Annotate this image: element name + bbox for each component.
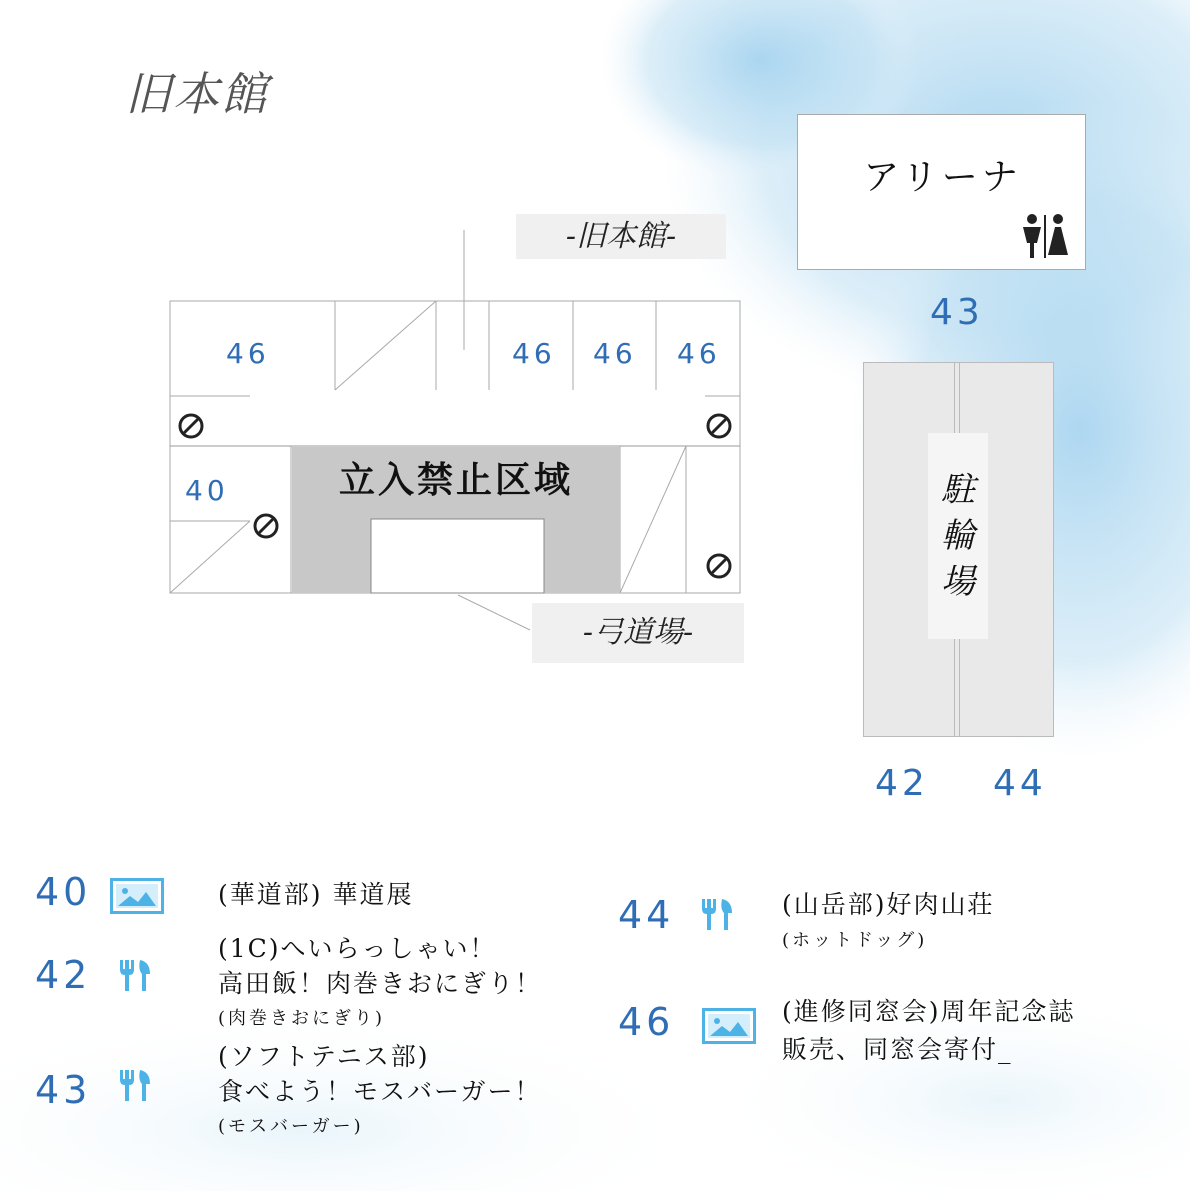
legend-subtext: (ホットドッグ) bbox=[782, 930, 928, 951]
legend-text: (山岳部)好肉山荘 bbox=[782, 890, 995, 919]
legend-number: 40 bbox=[35, 870, 92, 914]
room-number: 42 bbox=[875, 763, 929, 804]
picture-icon bbox=[110, 878, 164, 914]
room-number: 46 bbox=[226, 337, 270, 370]
fork-knife-icon bbox=[700, 897, 734, 931]
legend-text: 高田飯！肉巻きおにぎり！ bbox=[218, 969, 543, 998]
picture-icon bbox=[702, 1008, 756, 1044]
no-entry-icon bbox=[705, 412, 733, 440]
legend-text: (1C)へいらっしゃい！ bbox=[218, 934, 497, 963]
page-title: 旧本館 bbox=[125, 67, 269, 121]
legend-number: 42 bbox=[35, 953, 92, 997]
restroom-icon bbox=[1020, 213, 1070, 259]
legend-subtext: (モスバーガー) bbox=[218, 1116, 364, 1137]
room-number: 40 bbox=[185, 474, 229, 507]
legend-number: 44 bbox=[618, 893, 675, 937]
legend-text: (進修同窓会)周年記念誌 bbox=[782, 997, 1076, 1026]
restricted-area-label: 立入禁止区域 bbox=[338, 459, 573, 501]
room-number: 46 bbox=[677, 337, 721, 370]
legend-text: (華道部) 華道展 bbox=[218, 880, 414, 909]
bike-parking-area bbox=[863, 362, 1054, 737]
legend-number: 43 bbox=[35, 1068, 92, 1112]
arena-box bbox=[797, 114, 1086, 270]
no-entry-icon bbox=[177, 412, 205, 440]
room-number: 46 bbox=[512, 337, 556, 370]
legend-subtext: (肉巻きおにぎり) bbox=[218, 1008, 386, 1029]
room-number: 46 bbox=[593, 337, 637, 370]
legend-text: 販売、同窓会寄付_ bbox=[782, 1035, 1013, 1064]
building-label: -旧本館- bbox=[516, 214, 726, 259]
room-number: 43 bbox=[930, 292, 984, 333]
arena-label: アリーナ bbox=[863, 157, 1022, 198]
room-number: 44 bbox=[993, 763, 1047, 804]
legend-text: 食べよう！モスバーガー！ bbox=[218, 1077, 542, 1106]
no-entry-icon bbox=[252, 512, 280, 540]
legend-text: (ソフトテニス部) bbox=[218, 1042, 430, 1071]
fork-knife-icon bbox=[118, 958, 152, 992]
kyudojo-label: -弓道場- bbox=[532, 603, 744, 663]
fork-knife-icon bbox=[118, 1068, 152, 1102]
no-entry-icon bbox=[705, 552, 733, 580]
legend-number: 46 bbox=[618, 1000, 675, 1044]
bike-parking-label: 駐 輪 場 bbox=[928, 433, 988, 639]
